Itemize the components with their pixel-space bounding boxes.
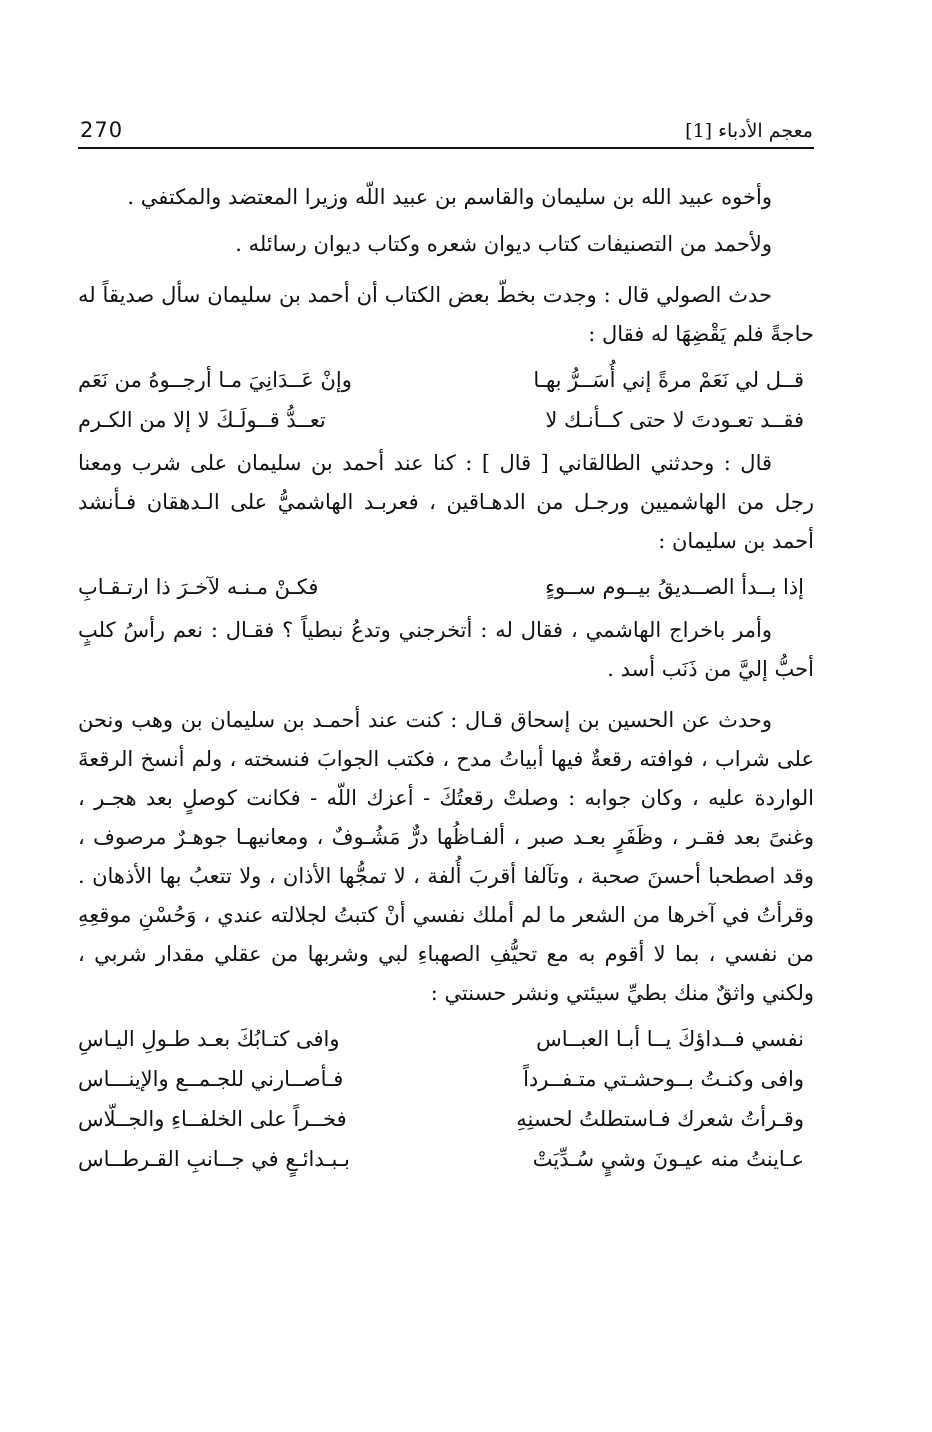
verse-first-hemistich: عـاينتُ منه عيـونَ وشيٍ سُـدِّيَتْ — [532, 1147, 804, 1171]
verse-second-hemistich: وإنْ عَــدَانِيَ مـا أرجــوهُ من نَعَم — [78, 368, 352, 392]
verse-line — [78, 1059, 814, 1099]
paragraph-5: وأمر باخراج الهاشمي ، فقال له : أتخرجني وتدعُ نبطياً ؟ فقـال : نعم رأسُ كلبٍ أحبُّ إليَّ من ذَنَب أسد . — [78, 618, 814, 681]
poem-2 — [78, 567, 814, 607]
verse-line — [78, 567, 814, 607]
verse-first-hemistich: وافى وكنـتُ بــوحشـتي متـفــرداً — [523, 1067, 804, 1091]
verse-first-hemistich: وقـرأتُ شعرك فـاستطلتُ لحسنِهِ — [516, 1107, 804, 1131]
running-title: معجم الأدباء [1] — [685, 120, 813, 142]
verse-first-hemistich: نفسي فــداؤكَ يــا أبـا العبــاس — [536, 1027, 804, 1051]
paragraph-1: وأخوه عبيد الله بن سليمان والقاسم بن عبيد اللّه وزيرا المعتضد والمكتفي . — [127, 185, 772, 209]
verse-second-hemistich: بـبـدائـعٍ في جــانبِ القـرطــاس — [78, 1147, 350, 1171]
poem-1 — [78, 360, 814, 440]
verse-line — [78, 400, 814, 440]
verse-line — [78, 1019, 814, 1059]
verse-second-hemistich: فكـنْ مـنـه لآخـرَ ذا ارتـقـابِ — [78, 575, 319, 599]
paragraph-4: قال : وحدثني الطالقاني [ قال ] : كنا عند أحمد بن سليمان على شرب ومعنا رجل من الهاشميين ورجـل من الدهـاقين ، فعربـد الهاشميُّ على الـدهقان فـأنشد أحمد بن سليمان : — [78, 451, 814, 553]
verse-line — [78, 1099, 814, 1139]
page-number: 270 — [80, 118, 124, 142]
paragraph-6: وحدث عن الحسين بن إسحاق قـال : كنت عند أحمـد بن سليمان بن وهب ونحن على شراب ، فوافته رقعةٌ فيها أبياتُ مدح ، فكتب الجوابَ فنسخته ، ولم أنسخ الرقعةَ الواردة عليه ، وكان جوابه : وصلتْ رقعتُكَ - أعزك اللّه - فكانت كوصلٍ بعد هجـر ، وغنىً بعد فقـر ، وظَفَرٍ بعـد صبر ، ألفـاظُها درٌّ مَشُـوفٌ ، ومعانيهـا جوهـرٌ مرصوف ، وقد اصطحبا أحسنَ صحبة ، وتآلفا أقربَ أُلفة ، لا تمجُّها الأذان ، ولا تتعبُ بها الأذهان . وقرأتُ في آخرها من الشعر ما لم أملك نفسي أنْ كتبتُ لجلالته عندي ، وَحُسْنِ موقعِهِ من نفسي ، بما لا أقوم به مع تحيُّفِ الصهباءِ لبي وشربها من عقلي مقدار شربي ، ولكني واثقٌ منك بطيِّ سيئتي ونشر حسنتي : — [78, 708, 814, 1005]
verse-first-hemistich: إذا بــدأ الصــديقُ بيــوم ســوءٍ — [545, 575, 804, 599]
page-header — [80, 118, 813, 150]
verse-second-hemistich: فـأصــارني للجـمــع والإينـــاس — [78, 1067, 344, 1091]
page-body — [78, 178, 814, 1183]
verse-second-hemistich: تعــدُّ قــولَـكَ لا إلا من الكـرم — [78, 408, 326, 432]
paragraph-3: حدث الصولي قال : وجدت بخطّ بعض الكتاب أن أحمد بن سليمان سأل صديقاً له حاجةً فلم يَقْضِهَا له فقال : — [78, 283, 814, 346]
verse-first-hemistich: فقــد تعـودتَ لا حتى كــأنـك لا — [545, 408, 804, 432]
verse-line — [78, 1139, 814, 1179]
verse-line — [78, 360, 814, 400]
verse-second-hemistich: فخــراً على الخلفــاءِ والجــلّاس — [78, 1107, 347, 1131]
poem-3 — [78, 1019, 814, 1179]
header-rule — [78, 147, 814, 149]
verse-first-hemistich: قــل لي نَعَمْ مرةً إني أُسَــرُّ بهـا — [533, 368, 804, 392]
paragraph-2: ولأحمد من التصنيفات كتاب ديوان شعره وكتاب ديوان رسائله . — [235, 232, 772, 256]
verse-second-hemistich: وافى كتـابُكَ بعـد طـولِ اليـاسِ — [78, 1027, 340, 1051]
